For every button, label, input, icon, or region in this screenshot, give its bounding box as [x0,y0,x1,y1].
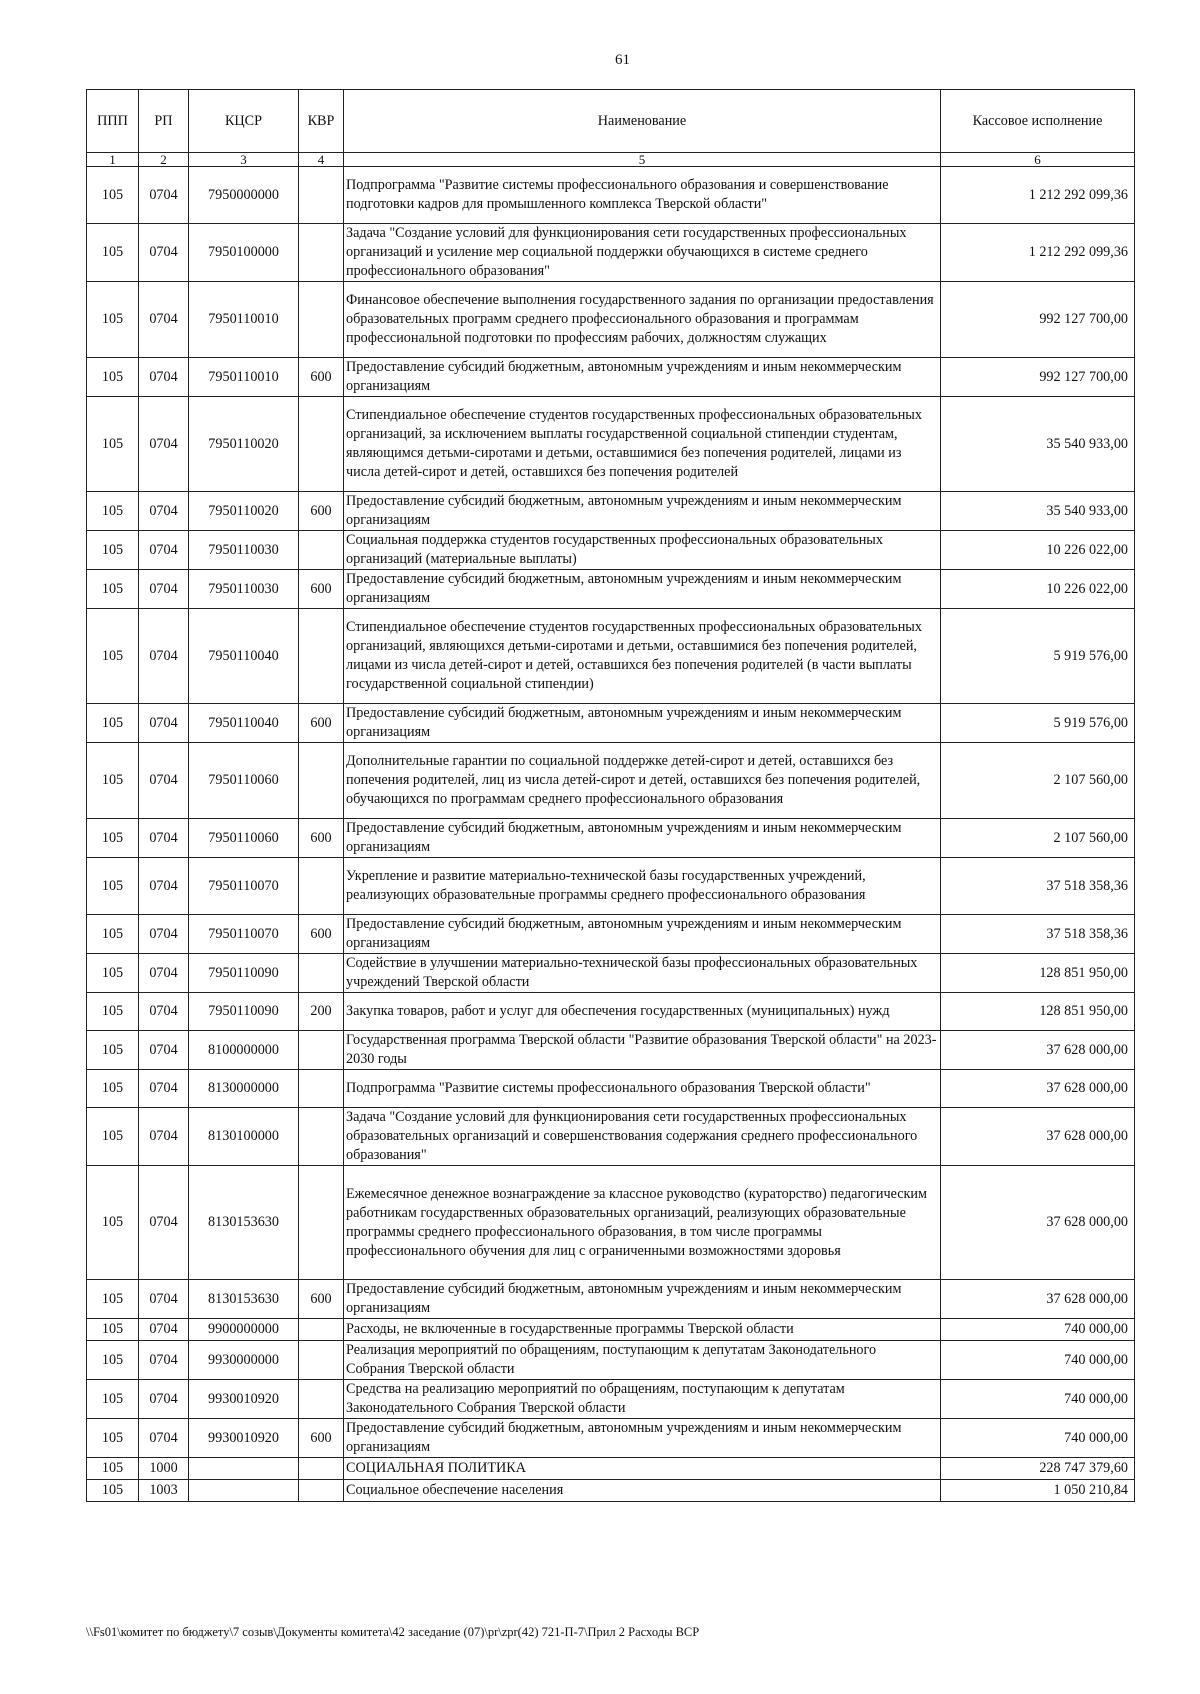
cell-rp: 0704 [139,167,189,224]
budget-expenditure-table [86,89,1135,1502]
cell-ppp: 105 [87,397,139,492]
table-row [87,743,1135,819]
cell-name: Средства на реализацию мероприятий по обращениям, поступающим к депутатам Законодательного Собрания Тверской области [344,1380,941,1419]
cell-kcsr: 7950110070 [189,858,299,915]
cell-amount: 1 212 292 099,36 [941,167,1135,224]
cell-ppp: 105 [87,358,139,397]
table-row [87,1319,1135,1341]
cell-name: Предоставление субсидий бюджетным, автономным учреждениям и иным некоммерческим организациям [344,704,941,743]
cell-kcsr: 7950110020 [189,397,299,492]
table-row [87,1458,1135,1480]
cell-kcsr: 7950110060 [189,819,299,858]
cell-ppp: 105 [87,609,139,704]
cell-ppp: 105 [87,1480,139,1502]
cell-name: Социальное обеспечение населения [344,1480,941,1502]
table-row [87,1480,1135,1502]
table-row [87,570,1135,609]
cell-amount: 128 851 950,00 [941,993,1135,1031]
cell-name: Расходы, не включенные в государственные программы Тверской области [344,1319,941,1341]
table-row [87,1380,1135,1419]
cell-kvr [299,1341,344,1380]
cell-ppp: 105 [87,1341,139,1380]
cell-rp: 0704 [139,858,189,915]
cell-ppp: 105 [87,531,139,570]
column-number: 1 [87,153,139,167]
cell-kcsr: 9900000000 [189,1319,299,1341]
cell-kvr [299,1031,344,1070]
cell-kvr [299,224,344,282]
cell-rp: 0704 [139,743,189,819]
table-row [87,954,1135,993]
cell-kcsr: 7950110010 [189,358,299,397]
cell-ppp: 105 [87,1108,139,1166]
cell-amount: 10 226 022,00 [941,531,1135,570]
cell-name: Предоставление субсидий бюджетным, автономным учреждениям и иным некоммерческим организациям [344,1419,941,1458]
cell-amount: 5 919 576,00 [941,704,1135,743]
cell-kcsr: 9930000000 [189,1341,299,1380]
cell-kcsr: 8100000000 [189,1031,299,1070]
cell-kcsr: 7950110040 [189,704,299,743]
cell-amount: 992 127 700,00 [941,358,1135,397]
header-name: Наименование [344,90,941,153]
cell-rp: 0704 [139,1319,189,1341]
cell-kvr: 600 [299,1419,344,1458]
cell-kcsr: 7950110090 [189,954,299,993]
table-row [87,915,1135,954]
cell-ppp: 105 [87,1458,139,1480]
cell-kvr [299,1458,344,1480]
cell-ppp: 105 [87,492,139,531]
column-number: 5 [344,153,941,167]
cell-rp: 0704 [139,1341,189,1380]
footer-file-path: \\Fs01\комитет по бюджету\7 созыв\Документы комитета\42 заседание (07)\pr\zpr(42) 721-П-7\Прил 2 Расходы ВСР [86,1625,700,1639]
cell-amount: 5 919 576,00 [941,609,1135,704]
cell-name: Предоставление субсидий бюджетным, автономным учреждениям и иным некоммерческим организациям [344,1280,941,1319]
table-row [87,704,1135,743]
cell-ppp: 105 [87,743,139,819]
table-row [87,492,1135,531]
cell-name: Содействие в улучшении материально-технической базы профессиональных образовательных учреждений Тверской области [344,954,941,993]
cell-kcsr [189,1480,299,1502]
cell-amount: 37 628 000,00 [941,1166,1135,1280]
cell-amount: 37 628 000,00 [941,1070,1135,1108]
cell-kcsr: 7950110010 [189,282,299,358]
cell-name: Социальная поддержка студентов государственных профессиональных образовательных организаций (материальные выплаты) [344,531,941,570]
cell-rp: 0704 [139,819,189,858]
cell-kvr: 200 [299,993,344,1031]
cell-name: Задача "Создание условий для функционирования сети государственных профессиональных образовательных организаций и совершенствования содержания среднего профессионального образования" [344,1108,941,1166]
cell-kvr [299,743,344,819]
cell-kvr [299,167,344,224]
table-row [87,531,1135,570]
cell-ppp: 105 [87,1070,139,1108]
cell-ppp: 105 [87,915,139,954]
cell-ppp: 105 [87,282,139,358]
cell-kvr [299,954,344,993]
cell-ppp: 105 [87,1319,139,1341]
cell-rp: 1003 [139,1480,189,1502]
cell-amount: 1 212 292 099,36 [941,224,1135,282]
cell-kcsr: 9930010920 [189,1380,299,1419]
cell-ppp: 105 [87,704,139,743]
table-row [87,167,1135,224]
column-number: 3 [189,153,299,167]
cell-rp: 0704 [139,282,189,358]
table-row [87,1341,1135,1380]
cell-kvr: 600 [299,819,344,858]
cell-name: Государственная программа Тверской области "Развитие образования Тверской области" на 2023-2030 годы [344,1031,941,1070]
cell-kcsr: 7950110090 [189,993,299,1031]
table-row [87,358,1135,397]
cell-kvr: 600 [299,358,344,397]
cell-name: Стипендиальное обеспечение студентов государственных профессиональных образовательных организаций, за исключением выплаты государственной социальной стипендии студентам, являющимся детьми-сиротами и детьми, оставшимися без попечения родителей, лицами из числа детей-сирот и детей, оставшихся без попечения родителей [344,397,941,492]
cell-kvr [299,397,344,492]
table-row [87,397,1135,492]
header-row [87,90,1135,153]
cell-kcsr: 7950110030 [189,570,299,609]
cell-kcsr: 7950110070 [189,915,299,954]
table-row [87,224,1135,282]
cell-amount: 35 540 933,00 [941,492,1135,531]
cell-kvr: 600 [299,492,344,531]
cell-kvr [299,1070,344,1108]
cell-name: Предоставление субсидий бюджетным, автономным учреждениям и иным некоммерческим организациям [344,570,941,609]
cell-amount: 1 050 210,84 [941,1480,1135,1502]
cell-rp: 0704 [139,609,189,704]
cell-name: Подпрограмма "Развитие системы профессионального образования Тверской области" [344,1070,941,1108]
cell-name: Финансовое обеспечение выполнения государственного задания по организации предоставления образовательных программ среднего профессионального образования и программам профессиональной подготовки по профессиям рабочих, должностям служащих [344,282,941,358]
cell-name: Предоставление субсидий бюджетным, автономным учреждениям и иным некоммерческим организациям [344,915,941,954]
cell-rp: 0704 [139,1108,189,1166]
table-row [87,993,1135,1031]
cell-kcsr: 9930010920 [189,1419,299,1458]
header-rp: РП [139,90,189,153]
cell-kcsr: 7950000000 [189,167,299,224]
cell-ppp: 105 [87,167,139,224]
cell-name: Реализация мероприятий по обращениям, поступающим к депутатам Законодательного Собрания Тверской области [344,1341,941,1380]
cell-rp: 0704 [139,954,189,993]
cell-name: Дополнительные гарантии по социальной поддержке детей-сирот и детей, оставшихся без попечения родителей, лиц из числа детей-сирот и детей, оставшихся без попечения родителей, обучающихся по программам среднего профессионального образования [344,743,941,819]
cell-rp: 0704 [139,1166,189,1280]
table-row [87,282,1135,358]
cell-amount: 37 518 358,36 [941,915,1135,954]
cell-kcsr: 7950110020 [189,492,299,531]
table-row [87,1031,1135,1070]
cell-kvr [299,609,344,704]
cell-amount: 2 107 560,00 [941,819,1135,858]
cell-ppp: 105 [87,954,139,993]
cell-ppp: 105 [87,1031,139,1070]
cell-amount: 35 540 933,00 [941,397,1135,492]
cell-amount: 740 000,00 [941,1380,1135,1419]
cell-ppp: 105 [87,858,139,915]
cell-kcsr: 7950110060 [189,743,299,819]
cell-name: СОЦИАЛЬНАЯ ПОЛИТИКА [344,1458,941,1480]
table-row [87,609,1135,704]
cell-kcsr: 7950100000 [189,224,299,282]
cell-rp: 0704 [139,1070,189,1108]
cell-kvr: 600 [299,704,344,743]
cell-kcsr: 7950110040 [189,609,299,704]
cell-ppp: 105 [87,570,139,609]
cell-rp: 0704 [139,492,189,531]
cell-amount: 992 127 700,00 [941,282,1135,358]
cell-name: Закупка товаров, работ и услуг для обеспечения государственных (муниципальных) нужд [344,993,941,1031]
table-row [87,1108,1135,1166]
cell-amount: 740 000,00 [941,1341,1135,1380]
cell-kvr: 600 [299,915,344,954]
cell-name: Предоставление субсидий бюджетным, автономным учреждениям и иным некоммерческим организациям [344,358,941,397]
cell-rp: 0704 [139,1380,189,1419]
cell-name: Предоставление субсидий бюджетным, автономным учреждениям и иным некоммерческим организациям [344,492,941,531]
cell-rp: 0704 [139,570,189,609]
cell-rp: 0704 [139,1031,189,1070]
cell-amount: 10 226 022,00 [941,570,1135,609]
table-row [87,1166,1135,1280]
cell-kvr [299,858,344,915]
column-number: 6 [941,153,1135,167]
cell-kcsr [189,1458,299,1480]
cell-amount: 2 107 560,00 [941,743,1135,819]
column-number: 4 [299,153,344,167]
cell-ppp: 105 [87,1280,139,1319]
cell-amount: 740 000,00 [941,1319,1135,1341]
cell-name: Укрепление и развитие материально-технической базы государственных учреждений, реализующих образовательные программы среднего профессионального образования [344,858,941,915]
cell-kcsr: 8130000000 [189,1070,299,1108]
cell-kvr [299,531,344,570]
header-amount: Кассовое исполнение [941,90,1135,153]
cell-rp: 0704 [139,397,189,492]
cell-kvr [299,1380,344,1419]
cell-name: Подпрограмма "Развитие системы профессионального образования и совершенствование подготовки кадров для промышленного комплекса Тверской области" [344,167,941,224]
cell-name: Предоставление субсидий бюджетным, автономным учреждениям и иным некоммерческим организациям [344,819,941,858]
cell-amount: 228 747 379,60 [941,1458,1135,1480]
cell-amount: 128 851 950,00 [941,954,1135,993]
cell-amount: 740 000,00 [941,1419,1135,1458]
cell-amount: 37 628 000,00 [941,1280,1135,1319]
cell-amount: 37 628 000,00 [941,1108,1135,1166]
column-number-row [87,153,1135,167]
cell-ppp: 105 [87,224,139,282]
cell-ppp: 105 [87,819,139,858]
cell-rp: 0704 [139,531,189,570]
cell-rp: 0704 [139,993,189,1031]
cell-kvr [299,1480,344,1502]
cell-kvr [299,282,344,358]
table-row [87,1419,1135,1458]
cell-kcsr: 8130153630 [189,1166,299,1280]
header-kcsr: КЦСР [189,90,299,153]
table-row [87,858,1135,915]
cell-ppp: 105 [87,1166,139,1280]
cell-name: Ежемесячное денежное вознаграждение за классное руководство (кураторство) педагогическим работникам государственных образовательных организаций, реализующих образовательные программы среднего профессионального образования, в том числе программы профессионального обучения для лиц с ограниченными возможностями здоровья [344,1166,941,1280]
column-number: 2 [139,153,189,167]
cell-ppp: 105 [87,993,139,1031]
table-row [87,1280,1135,1319]
cell-name: Задача "Создание условий для функционирования сети государственных профессиональных организаций и усиление мер социальной поддержки обучающихся в системе среднего профессионального образования" [344,224,941,282]
cell-rp: 0704 [139,1419,189,1458]
cell-kcsr: 8130153630 [189,1280,299,1319]
cell-rp: 0704 [139,1280,189,1319]
cell-kvr [299,1319,344,1341]
cell-rp: 0704 [139,915,189,954]
cell-kcsr: 8130100000 [189,1108,299,1166]
page-number: 61 [615,52,630,68]
cell-rp: 0704 [139,704,189,743]
cell-kvr [299,1108,344,1166]
cell-kvr: 600 [299,1280,344,1319]
cell-ppp: 105 [87,1419,139,1458]
table-row [87,819,1135,858]
cell-ppp: 105 [87,1380,139,1419]
cell-kvr: 600 [299,570,344,609]
header-ppp: ППП [87,90,139,153]
cell-rp: 0704 [139,224,189,282]
cell-amount: 37 518 358,36 [941,858,1135,915]
cell-kvr [299,1166,344,1280]
cell-kcsr: 7950110030 [189,531,299,570]
cell-rp: 0704 [139,358,189,397]
table-row [87,1070,1135,1108]
header-kvr: КВР [299,90,344,153]
cell-rp: 1000 [139,1458,189,1480]
cell-amount: 37 628 000,00 [941,1031,1135,1070]
cell-name: Стипендиальное обеспечение студентов государственных профессиональных образовательных организаций, являющихся детьми-сиротами и детьми, оставшимися без попечения родителей, лицами из числа детей-сирот и детей, оставшихся без попечения родителей (в части выплаты государственной социальной стипендии) [344,609,941,704]
